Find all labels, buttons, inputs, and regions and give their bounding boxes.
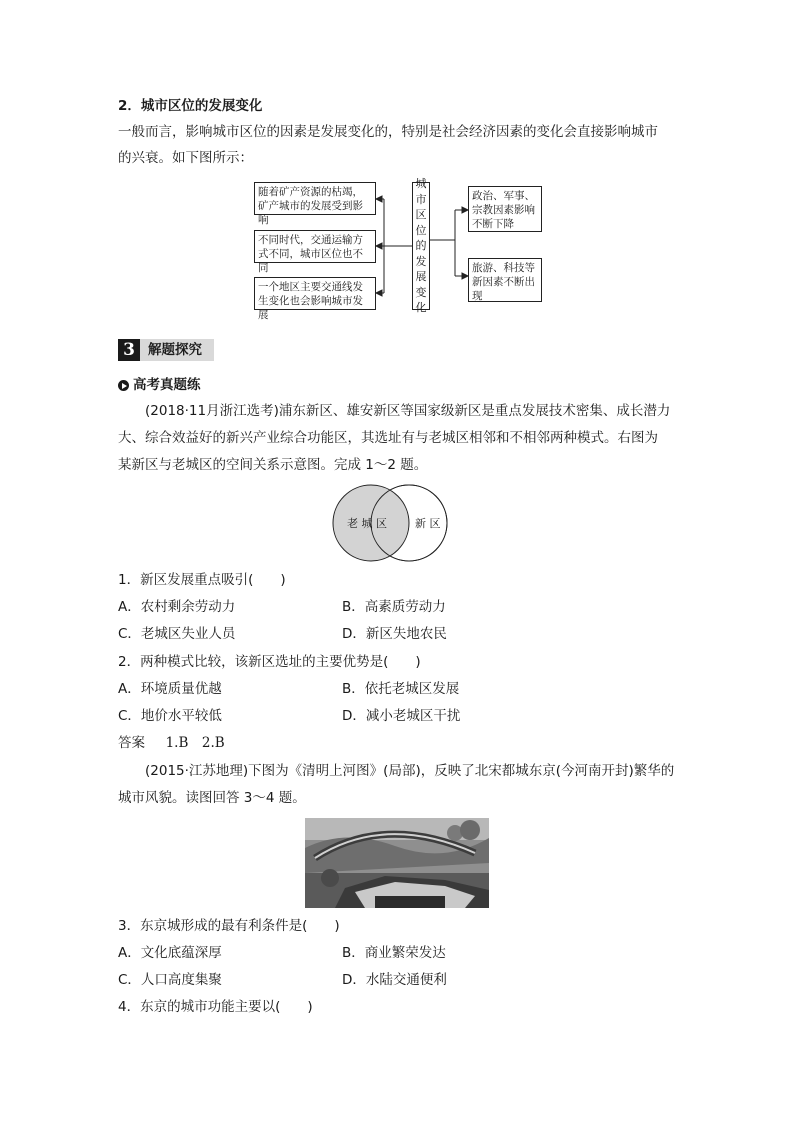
question-stem: 3．东京城形成的最有利条件是( ): [118, 918, 340, 934]
option-b: B．高素质劳动力: [342, 599, 446, 615]
answer-value: 1.B 2.B: [165, 735, 225, 751]
practice-label: 高考真题练: [133, 377, 201, 393]
question-stem: 2．两种模式比较，该新区选址的主要优势是( ): [118, 654, 421, 670]
play-bullet-icon: [118, 380, 129, 391]
new-district-label: 新 区: [415, 517, 441, 530]
option-b: B．依托老城区发展: [342, 681, 460, 697]
option-c: C．老城区失业人员: [118, 626, 236, 642]
section-title: 解题探究: [148, 342, 202, 358]
section-heading: 2．城市区位的发展变化: [118, 98, 263, 114]
option-a: A．环境质量优越: [118, 681, 222, 697]
answer-line: [118, 733, 225, 753]
option-a: A．农村剩余劳动力: [118, 599, 236, 615]
option-d: D．水陆交通便利: [342, 972, 447, 988]
paragraph-line: 一般而言，影响城市区位的因素是发展变化的，特别是社会经济因素的变化会直接影响城市: [118, 124, 658, 140]
cause-box: 一个地区主要交通线发生变化也会影响城市发展: [254, 277, 376, 310]
painting-image: [305, 818, 489, 908]
option-d: D．减小老城区干扰: [342, 708, 461, 724]
effect-box: 旅游、科技等新因素不断出现: [468, 258, 542, 302]
paragraph-line: (2015·江苏地理)下图为《清明上河图》(局部)，反映了北宋都城东京(今河南开封)繁华的: [145, 763, 675, 779]
paragraph-line: 城市风貌。读图回答 3～4 题。: [118, 790, 306, 806]
paragraph-line: 大、综合效益好的新兴产业综合功能区，其选址有与老城区相邻和不相邻两种模式。右图为: [118, 430, 658, 446]
old-city-label: 老 城 区: [347, 517, 387, 530]
option-b: B．商业繁荣发达: [342, 945, 446, 961]
option-a: A．文化底蕴深厚: [118, 945, 222, 961]
center-concept-label: 城市区位的发展变化: [415, 177, 427, 315]
question-stem: 4．东京的城市功能主要以( ): [118, 999, 313, 1015]
arrow-head-icon: [376, 290, 382, 296]
paragraph-line: 某新区与老城区的空间关系示意图。完成 1～2 题。: [118, 457, 428, 473]
answer-label: 答案: [118, 735, 145, 751]
option-c: C．人口高度集聚: [118, 972, 222, 988]
section-badge: [118, 339, 214, 361]
option-c: C．地价水平较低: [118, 708, 222, 724]
arrow-head-icon: [376, 243, 382, 249]
effect-box: 政治、军事、宗教因素影响不断下降: [468, 186, 542, 232]
cause-box: 随着矿产资源的枯竭，矿产城市的发展受到影响: [254, 182, 376, 215]
option-d: D．新区失地农民: [342, 626, 447, 642]
section-number: 3: [118, 339, 140, 361]
center-concept-box: [412, 177, 430, 315]
paragraph-line: 的兴衰。如下图所示：: [118, 150, 253, 166]
diagram-connectors: [0, 0, 794, 330]
arrow-head-icon: [376, 196, 382, 202]
paragraph-line: (2018·11月浙江选考)浦东新区、雄安新区等国家级新区是重点发展技术密集、成长潜力: [145, 403, 671, 419]
question-stem: 1．新区发展重点吸引( ): [118, 572, 286, 588]
cause-box: 不同时代，交通运输方式不同，城市区位也不同: [254, 230, 376, 263]
